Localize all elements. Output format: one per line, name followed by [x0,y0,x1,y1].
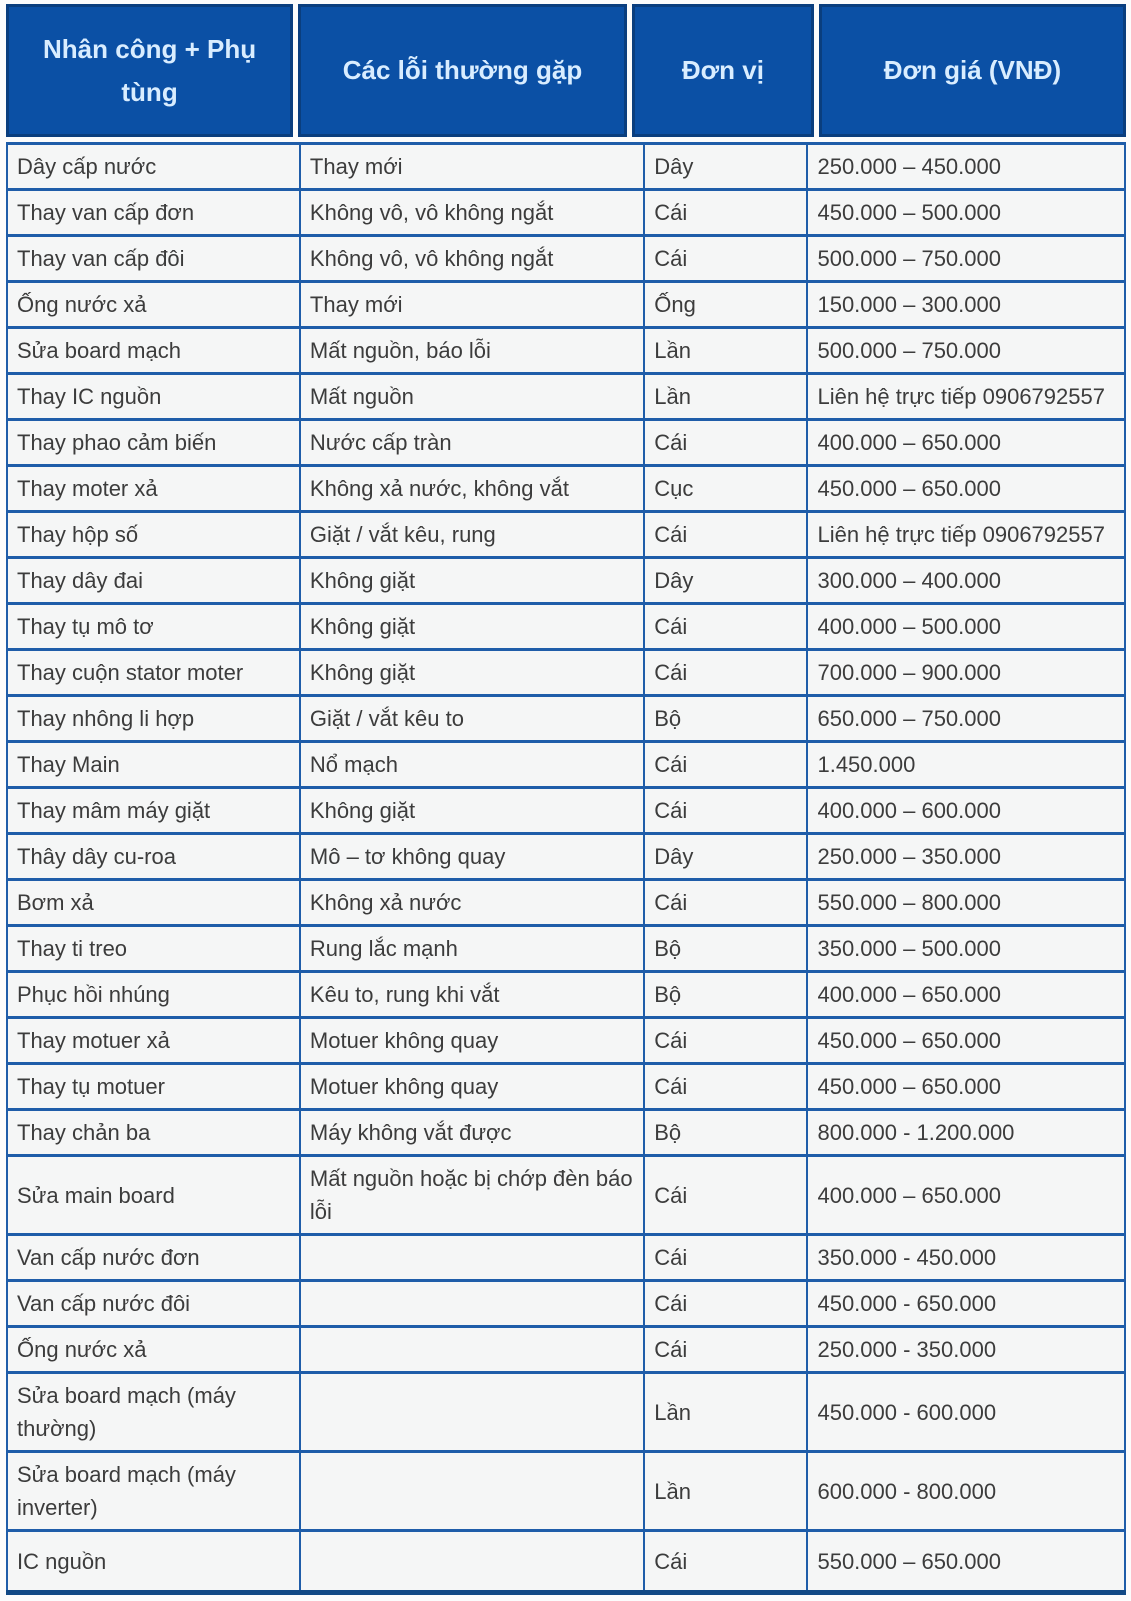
fault-cell: Mất nguồn hoặc bị chớp đèn báo lỗi [300,1156,644,1235]
item-cell: Van cấp nước đơn [7,1235,300,1281]
unit-cell: Cái [644,420,807,466]
table-row [7,190,1125,236]
price-cell: 600.000 - 800.000 [807,1452,1125,1531]
unit-cell: Bộ [644,972,807,1018]
price-cell: 350.000 - 450.000 [807,1235,1125,1281]
price-table-body [7,144,1125,1593]
item-cell: Thay nhông li hợp [7,696,300,742]
unit-cell: Dây [644,834,807,880]
unit-cell: Cái [644,1018,807,1064]
unit-cell: Cái [644,788,807,834]
unit-cell: Ống [644,282,807,328]
fault-cell: Nổ mạch [300,742,644,788]
fault-cell: Không giặt [300,788,644,834]
fault-cell: Không giặt [300,650,644,696]
item-cell: Thay tụ mô tơ [7,604,300,650]
item-cell: IC nguồn [7,1531,300,1593]
unit-cell: Cái [644,236,807,282]
item-cell: Thay motuer xả [7,1018,300,1064]
fault-cell [300,1531,644,1593]
unit-cell: Cục [644,466,807,512]
table-row [7,880,1125,926]
item-cell: Bơm xả [7,880,300,926]
fault-cell: Không vô, vô không ngắt [300,236,644,282]
unit-cell: Cái [644,604,807,650]
fault-cell: Kêu to, rung khi vắt [300,972,644,1018]
table-row [7,282,1125,328]
table-row [7,1018,1125,1064]
table-row [7,1531,1125,1593]
fault-cell: Mất nguồn, báo lỗi [300,328,644,374]
item-cell: Thay hộp số [7,512,300,558]
header-unit: Đơn vị [632,4,814,137]
fault-cell: Thay mới [300,144,644,190]
item-cell: Thay ti treo [7,926,300,972]
table-row [7,788,1125,834]
price-cell: 400.000 – 650.000 [807,972,1125,1018]
item-cell: Thay IC nguồn [7,374,300,420]
price-cell: 500.000 – 750.000 [807,236,1125,282]
price-cell: 1.450.000 [807,742,1125,788]
table-row [7,834,1125,880]
price-cell: 250.000 – 350.000 [807,834,1125,880]
fault-cell: Rung lắc mạnh [300,926,644,972]
unit-cell: Dây [644,144,807,190]
fault-cell: Motuer không quay [300,1018,644,1064]
table-row [7,558,1125,604]
price-cell: 400.000 – 650.000 [807,1156,1125,1235]
price-cell: 550.000 – 650.000 [807,1531,1125,1593]
unit-cell: Cái [644,1531,807,1593]
price-cell: 450.000 – 650.000 [807,1064,1125,1110]
unit-cell: Cái [644,512,807,558]
unit-cell: Bộ [644,696,807,742]
price-cell: 250.000 - 350.000 [807,1327,1125,1373]
unit-cell: Cái [644,1327,807,1373]
table-row [7,328,1125,374]
table-row [7,1452,1125,1531]
table-row [7,1327,1125,1373]
unit-cell: Bộ [644,1110,807,1156]
item-cell: Ống nước xả [7,1327,300,1373]
table-row [7,926,1125,972]
unit-cell: Bộ [644,926,807,972]
table-row [7,972,1125,1018]
fault-cell: Giặt / vắt kêu, rung [300,512,644,558]
table-row [7,1110,1125,1156]
unit-cell: Dây [644,558,807,604]
price-table [6,142,1126,1595]
item-cell: Thay Main [7,742,300,788]
unit-cell: Cái [644,1235,807,1281]
price-cell: 650.000 – 750.000 [807,696,1125,742]
table-row [7,512,1125,558]
fault-cell: Không vô, vô không ngắt [300,190,644,236]
unit-cell: Cái [644,1281,807,1327]
unit-cell: Lần [644,374,807,420]
item-cell: Dây cấp nước [7,144,300,190]
price-cell: 400.000 – 500.000 [807,604,1125,650]
price-cell: 450.000 – 650.000 [807,466,1125,512]
item-cell: Thay phao cảm biến [7,420,300,466]
price-cell: 250.000 – 450.000 [807,144,1125,190]
item-cell: Thay moter xả [7,466,300,512]
item-cell: Thây dây cu-roa [7,834,300,880]
item-cell: Thay chản ba [7,1110,300,1156]
item-cell: Thay mâm máy giặt [7,788,300,834]
table-row [7,1235,1125,1281]
header-labor-parts: Nhân công + Phụ tùng [6,4,293,137]
table-row [7,650,1125,696]
fault-cell: Không xả nước, không vắt [300,466,644,512]
price-cell: 550.000 – 800.000 [807,880,1125,926]
fault-cell: Motuer không quay [300,1064,644,1110]
item-cell: Thay cuộn stator moter [7,650,300,696]
price-cell: 400.000 – 600.000 [807,788,1125,834]
item-cell: Phục hồi nhúng [7,972,300,1018]
unit-cell: Cái [644,650,807,696]
table-row [7,466,1125,512]
table-row [7,144,1125,190]
table-row [7,1281,1125,1327]
fault-cell: Không xả nước [300,880,644,926]
item-cell: Sửa board mạch [7,328,300,374]
unit-cell: Lần [644,1452,807,1531]
price-cell: 350.000 – 500.000 [807,926,1125,972]
item-cell: Thay dây đai [7,558,300,604]
item-cell: Thay van cấp đôi [7,236,300,282]
table-row [7,374,1125,420]
table-row [7,420,1125,466]
table-row [7,1064,1125,1110]
table-row [7,1373,1125,1452]
unit-cell: Cái [644,880,807,926]
fault-cell [300,1235,644,1281]
unit-cell: Cái [644,1156,807,1235]
fault-cell: Không giặt [300,604,644,650]
fault-cell: Giặt / vắt kêu to [300,696,644,742]
price-cell: Liên hệ trực tiếp 0906792557 [807,374,1125,420]
fault-cell [300,1327,644,1373]
table-row [7,696,1125,742]
header-common-faults: Các lỗi thường gặp [298,4,627,137]
item-cell: Sửa main board [7,1156,300,1235]
table-row [7,604,1125,650]
table-header-row [6,4,1126,137]
price-cell: 450.000 - 650.000 [807,1281,1125,1327]
item-cell: Sửa board mạch (máy thường) [7,1373,300,1452]
unit-cell: Cái [644,742,807,788]
fault-cell: Mô – tơ không quay [300,834,644,880]
fault-cell: Không giặt [300,558,644,604]
price-cell: 450.000 - 600.000 [807,1373,1125,1452]
fault-cell: Máy không vắt được [300,1110,644,1156]
price-cell: 300.000 – 400.000 [807,558,1125,604]
fault-cell: Thay mới [300,282,644,328]
fault-cell: Mất nguồn [300,374,644,420]
unit-cell: Cái [644,1064,807,1110]
fault-cell [300,1452,644,1531]
item-cell: Van cấp nước đôi [7,1281,300,1327]
fault-cell [300,1373,644,1452]
unit-cell: Cái [644,190,807,236]
table-row [7,236,1125,282]
table-row [7,1156,1125,1235]
fault-cell [300,1281,644,1327]
price-cell: 450.000 – 500.000 [807,190,1125,236]
price-cell: 700.000 – 900.000 [807,650,1125,696]
unit-cell: Lần [644,328,807,374]
price-cell: Liên hệ trực tiếp 0906792557 [807,512,1125,558]
item-cell: Thay van cấp đơn [7,190,300,236]
fault-cell: Nước cấp tràn [300,420,644,466]
item-cell: Thay tụ motuer [7,1064,300,1110]
price-cell: 450.000 – 650.000 [807,1018,1125,1064]
price-cell: 500.000 – 750.000 [807,328,1125,374]
header-unit-price: Đơn giá (VNĐ) [819,4,1126,137]
unit-cell: Lần [644,1373,807,1452]
item-cell: Ống nước xả [7,282,300,328]
price-cell: 150.000 – 300.000 [807,282,1125,328]
item-cell: Sửa board mạch (máy inverter) [7,1452,300,1531]
price-cell: 400.000 – 650.000 [807,420,1125,466]
table-row [7,742,1125,788]
price-cell: 800.000 - 1.200.000 [807,1110,1125,1156]
